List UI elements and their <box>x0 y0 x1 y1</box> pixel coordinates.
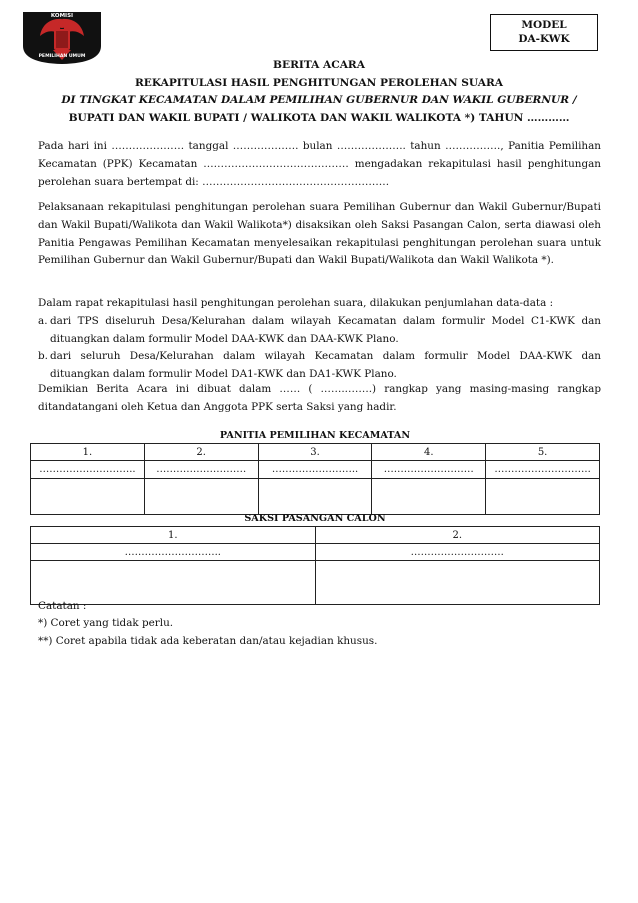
witness-number-2: 2. <box>315 527 600 544</box>
witness-signature-table <box>30 526 600 605</box>
ppk-signature-3[interactable] <box>258 479 372 515</box>
model-label: MODEL <box>521 19 567 31</box>
ppk-name-1: ……………………….. <box>31 461 145 479</box>
ppk-number-2: 2. <box>144 444 258 461</box>
ppk-signature-row <box>31 479 600 515</box>
ppk-number-4: 4. <box>372 444 486 461</box>
model-code: DA-KWK <box>518 33 570 45</box>
title-line-4: BUPATI DAN WAKIL BUPATI / WALIKOTA DAN WAKIL WALIKOTA *) TAHUN ………… <box>68 111 570 124</box>
ppk-name-2: ……………………… <box>144 461 258 479</box>
notes-heading: Catatan : <box>38 600 87 612</box>
ppk-signature-table <box>30 443 600 515</box>
witness-name-2: ………………………. <box>315 544 600 561</box>
note-1: *) Coret yang tidak perlu. <box>38 617 174 630</box>
witness-number-1: 1. <box>31 527 316 544</box>
ppk-name-4: ……………………… <box>372 461 486 479</box>
ppk-name-3: …………………….. <box>258 461 372 479</box>
witness-section-title: SAKSI PASANGAN CALON <box>244 513 386 524</box>
ppk-number-row <box>31 444 600 461</box>
ppk-number-1: 1. <box>31 444 145 461</box>
witness-number-row <box>31 527 600 544</box>
ppk-signature-4[interactable] <box>372 479 486 515</box>
item-b-label: b. <box>38 350 48 363</box>
ppk-number-5: 5. <box>486 444 600 461</box>
title-line-1: BERITA ACARA <box>273 59 365 71</box>
closing-paragraph: Demikian Berita Acara ini dibuat dalam …… ( ……..…….) rangkap yang masing-masing rangkap ditandatangani oleh Ketua dan Anggota PPK serta Saksi yang hadir. <box>38 383 601 413</box>
logo-top-text: KOMISI <box>50 13 74 19</box>
title-line-3: DI TINGKAT KECAMATAN DALAM PEMILIHAN GUBERNUR DAN WAKIL GUBERNUR / <box>61 94 577 106</box>
item-a-label: a. <box>38 314 48 327</box>
data-summary-intro: Dalam rapat rekapitulasi hasil penghitungan perolehan suara, dilakukan penjumlahan data-data : <box>38 297 554 309</box>
opening-paragraph: Pada hari ini ………………… tanggal ………………. bulan ……………….. tahun ……………., Panitia Pemilihan Kecamatan (PPK) Kecamatan …………………………………… mengadakan rekapitulasi hasil penghitungan perolehan suara bertempat di: ……………………………………………… <box>38 140 601 188</box>
implementation-paragraph: Pelaksanaan rekapitulasi penghitungan perolehan suara Pemilihan Gubernur dan Wakil Gubernur/Bupati dan Wakil Bupati/Walikota dan Wakil Walikota*) disaksikan oleh Saksi Pasangan Calon, serta diawasi oleh Panitia Pengawas Pemilihan Kecamatan menyelesaikan rekapitulasi penghitungan perolehan suara untuk Pemilihan Gubernur dan Wakil Gubernur/Bupati dan Wakil Bupati/Walikota dan Wakil Walikota *). <box>38 201 601 267</box>
logo-bottom-text: PEMILIHAN UMUM <box>38 54 86 59</box>
item-a-text: dari TPS diseluruh Desa/Kelurahan dalam wilayah Kecamatan dalam formulir Model C1-KWK dan dituangkan dalam formulir Model DAA-KWK dan DAA-KWK Plano. <box>50 314 601 345</box>
data-item-a <box>38 313 601 349</box>
note-2: **) Coret apabila tidak ada keberatan dan/atau kejadian khusus. <box>38 634 378 647</box>
model-code-box <box>490 14 598 51</box>
ppk-signature-5[interactable] <box>486 479 600 515</box>
notes-section <box>38 598 598 650</box>
ppk-name-5: ……………………….. <box>486 461 600 479</box>
ppk-number-3: 3. <box>258 444 372 461</box>
data-summary-section <box>38 295 601 384</box>
document-title <box>28 57 610 127</box>
title-line-2: REKAPITULASI HASIL PENGHITUNGAN PEROLEHAN SUARA <box>134 76 504 89</box>
ppk-name-row <box>31 461 600 479</box>
ppk-section-title: PANITIA PEMILIHAN KECAMATAN <box>219 430 411 441</box>
witness-name-row <box>31 544 600 561</box>
ppk-signature-2[interactable] <box>144 479 258 515</box>
data-item-b <box>38 348 601 384</box>
ppk-signature-1[interactable] <box>31 479 145 515</box>
item-b-text: dari seluruh Desa/Kelurahan dalam wilayah Kecamatan dalam formulir Model DAA-KWK dan dituangkan dalam formulir Model DA1-KWK dan DA1-KWK Plano. <box>50 350 601 381</box>
witness-name-1: ……………………….. <box>31 544 316 561</box>
